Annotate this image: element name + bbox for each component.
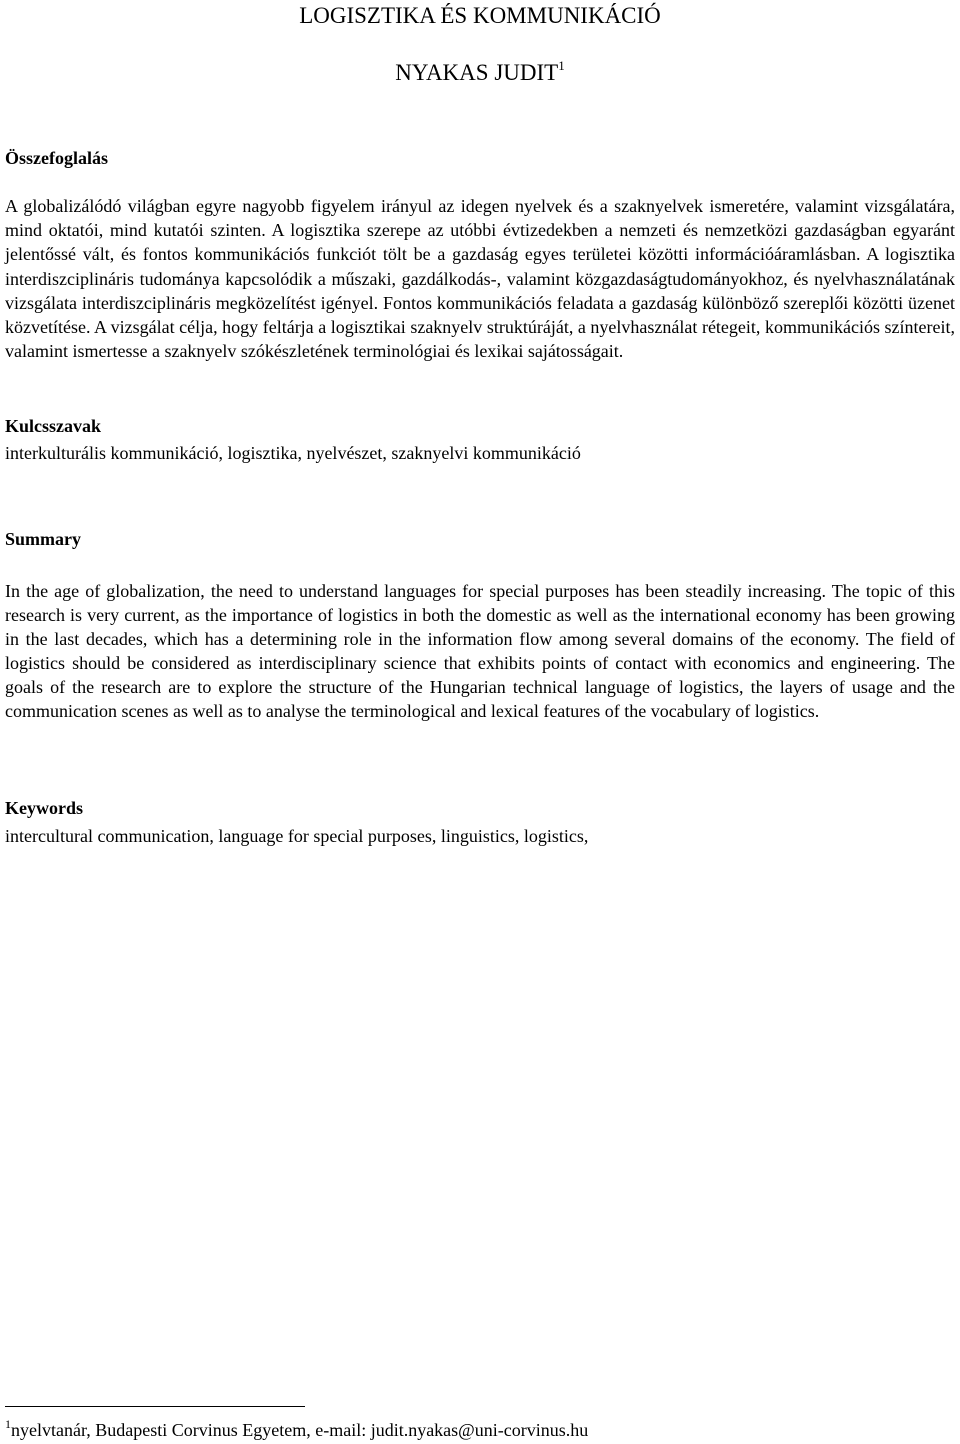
english-keywords-heading: Keywords <box>5 798 83 818</box>
author-line <box>5 59 955 87</box>
footnote-text: nyelvtanár, Budapesti Corvinus Egyetem, e-mail: judit.nyakas@uni-corvinus.hu <box>11 1420 589 1440</box>
hungarian-abstract-text: A globalizálódó világban egyre nagyobb figyelem irányul az idegen nyelvek és a szaknyelvek ismeretére, valamint vizsgálatára, mind oktatói, mind kutatói szinten. A logisztika szerepe az utóbbi évtizedekben a nemzeti és nemzetközi gazdaságban egyaránt jelentőssé vált, és fontos kommunikációs funkciót tölt be a gazdaság egyes területei közötti információáramlásban. A logisztika interdiszciplináris tudománya kapcsolódik a műszaki, gazdálkodás-, valamint közgazdaságtudományokhoz, és nyelvhasználatának vizsgálata interdiszciplináris megközelítést igényel. Fontos kommunikációs feladata a gazdaság különböző szereplői közötti üzenet közvetítése. A vizsgálat célja, hogy feltárja a logisztikai szaknyelv struktúráját, a nyelvhasználat rétegeit, kommunikációs színtereit, valamint ismertesse a szaknyelv szókészletének terminológiai és lexikai sajátosságait. <box>5 196 955 362</box>
english-keywords-text: intercultural communication, language for special purposes, linguistics, logistics, <box>5 826 589 846</box>
hungarian-keywords-text: interkulturális kommunikáció, logisztika, nyelvészet, szaknyelvi kommunikáció <box>5 443 581 463</box>
footnote <box>5 1418 588 1442</box>
hungarian-keywords-heading: Kulcsszavak <box>5 416 102 436</box>
footnote-mark: 1 <box>5 1417 11 1431</box>
author-name: NYAKAS JUDIT <box>395 60 559 85</box>
footnote-divider <box>5 1406 305 1407</box>
english-abstract-heading: Summary <box>5 529 81 549</box>
paper-title: LOGISZTIKA ÉS KOMMUNIKÁCIÓ <box>299 3 661 28</box>
hungarian-abstract-heading: Összefoglalás <box>5 148 108 168</box>
english-abstract-text: In the age of globalization, the need to understand languages for special purposes has been steadily increasing. The topic of this research is very current, as the importance of logistics in both the domestic as well as the international economy has been growing in the last decades, which has a determining role in the information flow among several domains of the economy. The field of logistics should be considered as interdisciplinary science that exhibits points of contact with economics and engineering. The goals of the research are to explore the structure of the Hungarian technical language of logistics, the layers of usage and the communication scenes as well as to analyse the terminological and lexical features of the vocabulary of logistics. <box>5 581 955 721</box>
author-footnote-mark: 1 <box>558 58 565 73</box>
